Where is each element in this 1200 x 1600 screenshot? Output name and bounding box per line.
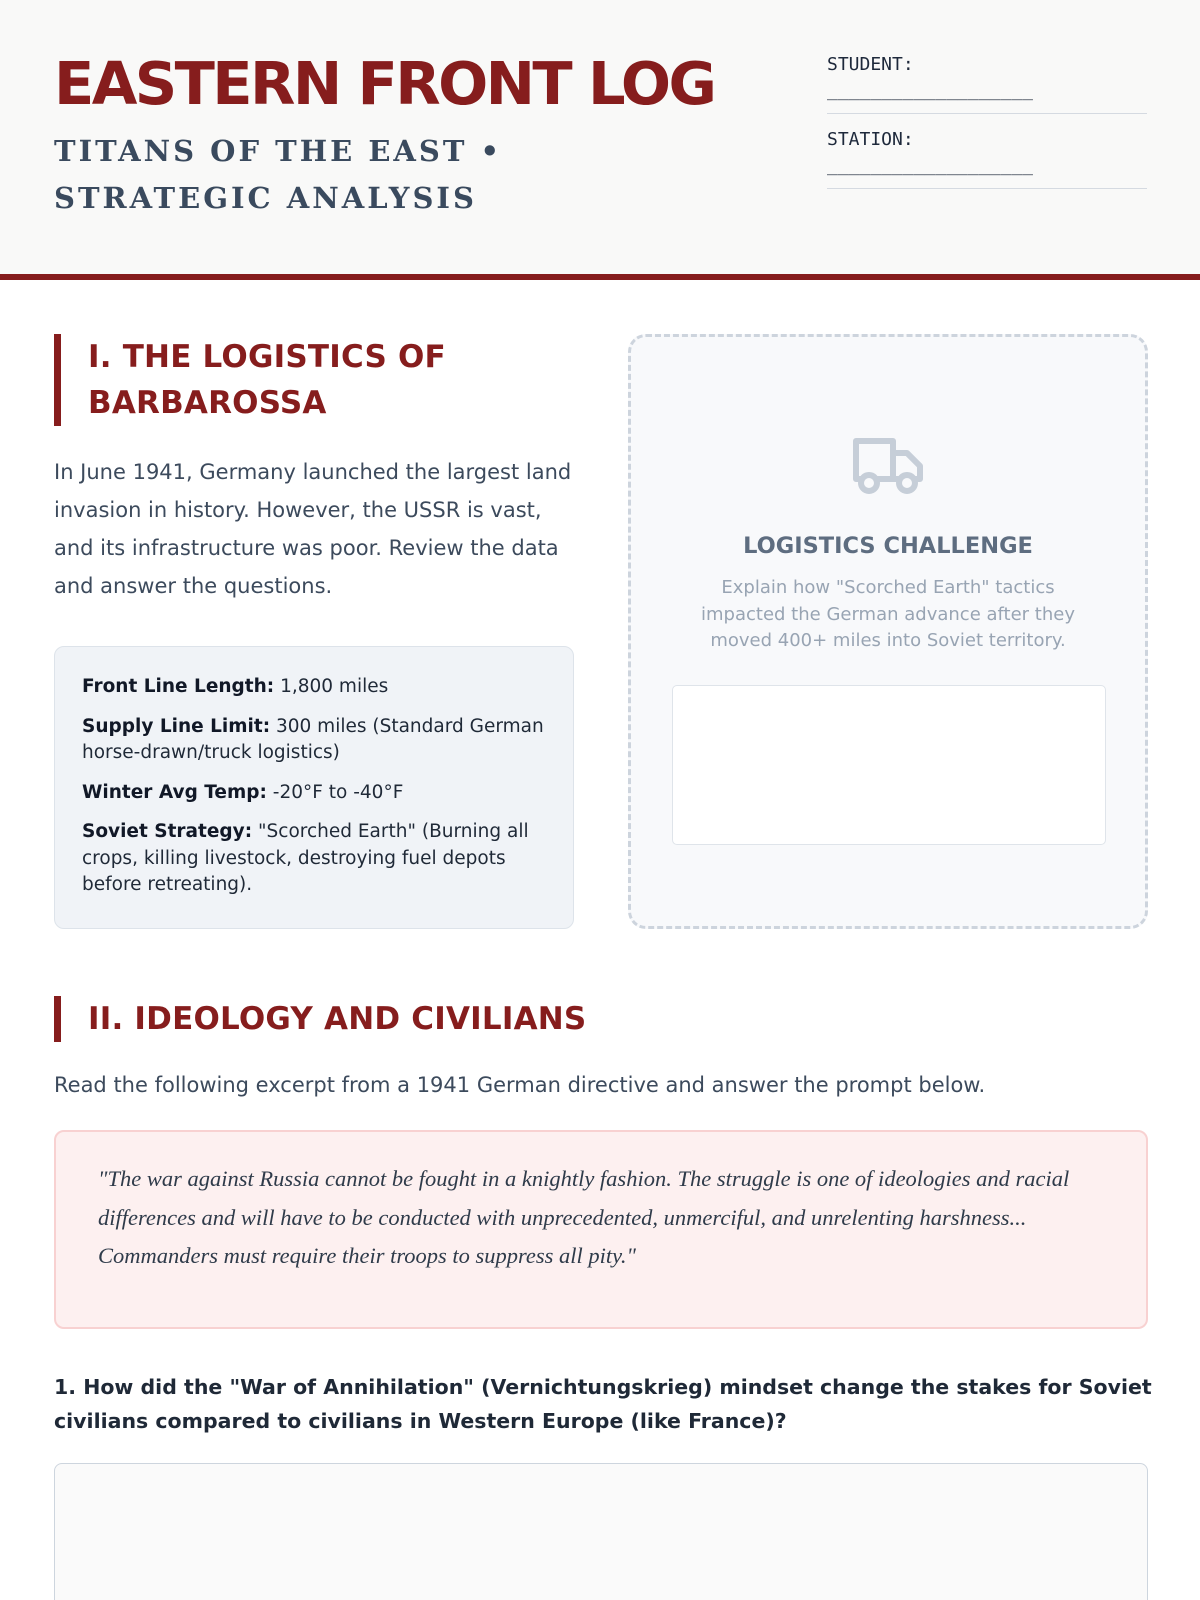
truck-icon: [851, 433, 925, 495]
section-2-intro: Read the following excerpt from a 1941 German directive and answer the prompt below.: [54, 1073, 986, 1097]
page-title: EASTERN FRONT LOG: [54, 49, 715, 118]
data-item: [82, 780, 546, 807]
challenge-description: Explain how "Scorched Earth" tactics impacted the German advance after they moved 400+ miles into Soviet territory.: [701, 577, 1075, 651]
data-item-label: Soviet Strategy:: [82, 821, 253, 842]
data-item: [82, 819, 546, 899]
data-item-value: "Scorched Earth" (Burning all crops, killing livestock, destroying fuel depots before retreating).: [82, 821, 529, 895]
station-label: STATION:: [827, 129, 914, 150]
data-item: [82, 674, 546, 701]
challenge-answer-box[interactable]: [672, 685, 1106, 845]
section-1-intro: In June 1941, Germany launched the largest land invasion in history. However, the USSR is vast, and its infrastructure was poor. Review the data and answer the questions.: [54, 460, 572, 598]
station-blank[interactable]: ___________________: [827, 155, 1033, 176]
student-blank[interactable]: ___________________: [827, 80, 1033, 101]
question-1-answer-box[interactable]: [54, 1463, 1148, 1600]
data-item: [82, 714, 546, 767]
data-item-label: Winter Avg Temp:: [82, 781, 267, 803]
data-item-value: -20°F to -40°F: [266, 781, 404, 803]
question-1: 1. How did the "War of Annihilation" (Vernichtungskrieg) mindset change the stakes for Soviet civilians compared to civilians in Western Europe (like France)?: [54, 1375, 1152, 1433]
page-subtitle: TITANS OF THE EAST • STRATEGIC ANALYSIS: [54, 134, 503, 215]
logistics-data-box: [54, 646, 574, 929]
page-header: [0, 0, 1200, 280]
data-item-label: Supply Line Limit:: [82, 715, 271, 737]
directive-quote-box: [54, 1130, 1148, 1329]
data-item-label: Front Line Length:: [82, 676, 275, 697]
section-2-heading: II. IDEOLOGY AND CIVILIANS: [54, 996, 754, 1042]
student-label: STUDENT:: [827, 54, 914, 75]
directive-quote: "The war against Russia cannot be fought in a knightly fashion. The struggle is one of ideologies and racial differences and will have to be conducted with unprecedented, unmerciful, and unrelenting harshness... Commanders must require their troops to suppress all pity.": [98, 1166, 1070, 1268]
student-field[interactable]: [827, 52, 1147, 114]
data-item-value: 1,800 miles: [274, 676, 389, 697]
logistics-challenge-card: [628, 334, 1148, 929]
data-item-value: 300 miles (Standard German horse-drawn/truck logistics): [82, 715, 544, 763]
challenge-title: LOGISTICS CHALLENGE: [743, 533, 1033, 559]
station-field[interactable]: [827, 127, 1147, 189]
section-1-heading: I. THE LOGISTICS OF BARBAROSSA: [54, 334, 584, 426]
